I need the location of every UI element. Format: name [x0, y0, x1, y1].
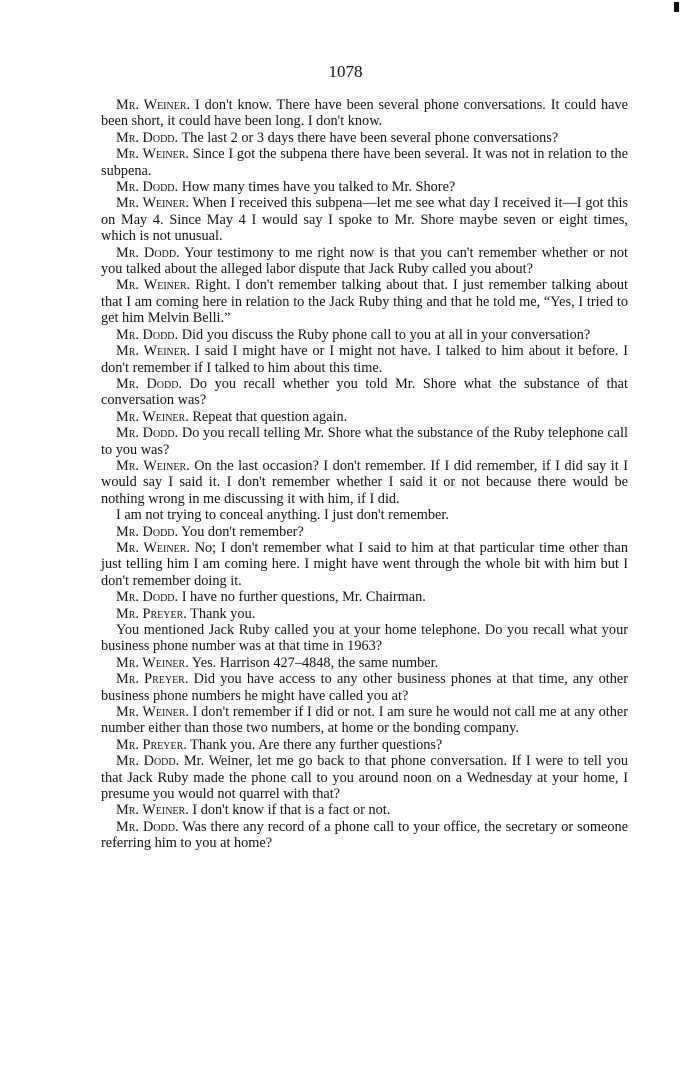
testimony-text: When I received this subpena—let me see what day I received it—I got this on May 4. Since May 4 I would say I spoke to Mr. Shore maybe seven or eight times, which is not unusual. [101, 195, 629, 245]
testimony-paragraph [101, 622, 628, 655]
speaker-name: Mr. Dodd. [116, 753, 180, 770]
testimony-text: I have no further questions, Mr. Chairman. [181, 589, 426, 606]
testimony-text: Mr. Weiner, let me go back to that phone conversation. If I were to tell you that Jack Ruby made the phone call to you around noon on a Wednesday at your home, I presume you would not quarrel with that? [101, 753, 628, 803]
testimony-text: Right. I don't remember talking about that. I just remember talking about that I am coming here in relation to the Jack Ruby thing and that he told me, “Yes, I tried to get him Melvin Belli.” [101, 277, 628, 327]
testimony-paragraph [101, 343, 628, 376]
testimony-text: The last 2 or 3 days there have been several phone conversations? [181, 129, 559, 146]
testimony-paragraph [101, 277, 628, 326]
testimony-text: On the last occasion? I don't remember. If I did remember, if I did say it I would say I said it. I don't remember whether I said it or not because there would be nothing wrong in me discussing it with him, if I did. [101, 457, 628, 507]
speaker-name: Mr. Weiner. [116, 277, 191, 294]
testimony-paragraph [101, 130, 628, 146]
testimony-text: You don't remember? [181, 523, 304, 540]
testimony-text: I don't know if that is a fact or not. [192, 802, 391, 819]
testimony-text: Yes. Harrison 427–4848, the same number. [191, 654, 439, 671]
testimony-paragraph [101, 819, 628, 852]
speaker-name: Mr. Weiner. [116, 539, 190, 556]
testimony-paragraph [101, 195, 628, 244]
testimony-text: Thank you. [190, 605, 256, 622]
testimony-paragraph [101, 671, 628, 704]
speaker-name: Mr. Dodd. [116, 523, 179, 540]
testimony-paragraph [101, 589, 628, 605]
testimony-text: No; I don't remember what I said to him at that particular time other than just telling him I am coming here. I might have went through the whole bit with him but I don't remember doing it. [101, 539, 629, 589]
testimony-paragraph [101, 179, 628, 195]
speaker-name: Mr. Weiner. [116, 704, 189, 721]
testimony-paragraph [101, 655, 628, 671]
speaker-name: Mr. Dodd. [116, 326, 179, 343]
testimony-paragraph [101, 524, 628, 540]
testimony-paragraph [101, 606, 628, 622]
testimony-text: Do you recall whether you told Mr. Shore what the substance of that conversation was? [101, 375, 628, 409]
testimony-paragraph [101, 507, 628, 523]
speaker-name: Mr. Weiner. [116, 97, 191, 113]
speaker-name: Mr. Preyer. [116, 605, 187, 622]
speaker-name: Mr. Weiner. [116, 146, 189, 163]
testimony-text: Did you have access to any other business phones at that time, any other business phone numbers he might have called you at? [101, 671, 628, 704]
testimony-paragraph [101, 409, 628, 425]
transcript-body [101, 97, 628, 852]
testimony-text: Repeat that question again. [192, 408, 348, 425]
page-number: 1078 [328, 62, 363, 81]
testimony-paragraph [101, 737, 628, 753]
testimony-text: Did you discuss the Ruby phone call to you at all in your conversation? [181, 326, 591, 343]
speaker-name: Mr. Dodd. [116, 179, 179, 196]
testimony-text: How many times have you talked to Mr. Shore? [181, 179, 456, 196]
testimony-text: Do you recall telling Mr. Shore what the substance of the Ruby telephone call to you was? [101, 425, 628, 458]
testimony-paragraph [101, 97, 628, 130]
speaker-name: Mr. Dodd. [116, 425, 179, 442]
testimony-paragraph [101, 540, 628, 589]
speaker-name: Mr. Weiner. [116, 654, 189, 671]
testimony-paragraph [101, 802, 628, 818]
testimony-text: Your testimony to me right now is that you can't remember whether or not you talked about the alleged labor dispute that Jack Ruby called you about? [101, 244, 628, 278]
speaker-name: Mr. Dodd. [116, 375, 183, 392]
corner-mark [674, 2, 679, 12]
speaker-name: Mr. Preyer. [116, 736, 187, 753]
speaker-name: Mr. Dodd. [116, 129, 179, 146]
testimony-text: I don't remember if I did or not. I am sure he would not call me at any other number either than those two numbers, at home or the bonding company. [101, 704, 628, 737]
testimony-paragraph [101, 458, 628, 507]
speaker-name: Mr. Dodd. [116, 244, 180, 261]
speaker-name: Mr. Weiner. [116, 195, 189, 212]
testimony-paragraph [101, 753, 628, 802]
speaker-name: Mr. Weiner. [116, 408, 189, 425]
speaker-name: Mr. Weiner. [116, 343, 191, 360]
testimony-paragraph [101, 245, 628, 278]
testimony-text: I am not trying to conceal anything. I just don't remember. [116, 507, 449, 524]
testimony-paragraph [101, 425, 628, 458]
testimony-text: I don't know. There have been several phone conversations. It could have been short, it could have been long. I don't know. [101, 97, 628, 130]
speaker-name: Mr. Weiner. [116, 802, 189, 819]
testimony-paragraph [101, 327, 628, 343]
speaker-name: Mr. Weiner. [116, 457, 190, 474]
testimony-text: Thank you. Are there any further questions? [190, 736, 443, 753]
speaker-name: Mr. Preyer. [116, 671, 189, 688]
testimony-paragraph [101, 704, 628, 737]
speaker-name: Mr. Dodd. [116, 818, 179, 835]
testimony-text: Was there any record of a phone call to your office, the secretary or someone referring him to you at home? [101, 818, 628, 852]
testimony-paragraph [101, 146, 628, 179]
testimony-text: I said I might have or I might not have. I talked to him about it before. I don't remember if I talked to him about this time. [101, 343, 628, 376]
speaker-name: Mr. Dodd. [116, 589, 179, 606]
testimony-text: You mentioned Jack Ruby called you at your home telephone. Do you recall what your business phone number was at that time in 1963? [101, 622, 628, 655]
testimony-paragraph [101, 376, 628, 409]
testimony-text: Since I got the subpena there have been several. It was not in relation to the subpena. [101, 146, 629, 179]
